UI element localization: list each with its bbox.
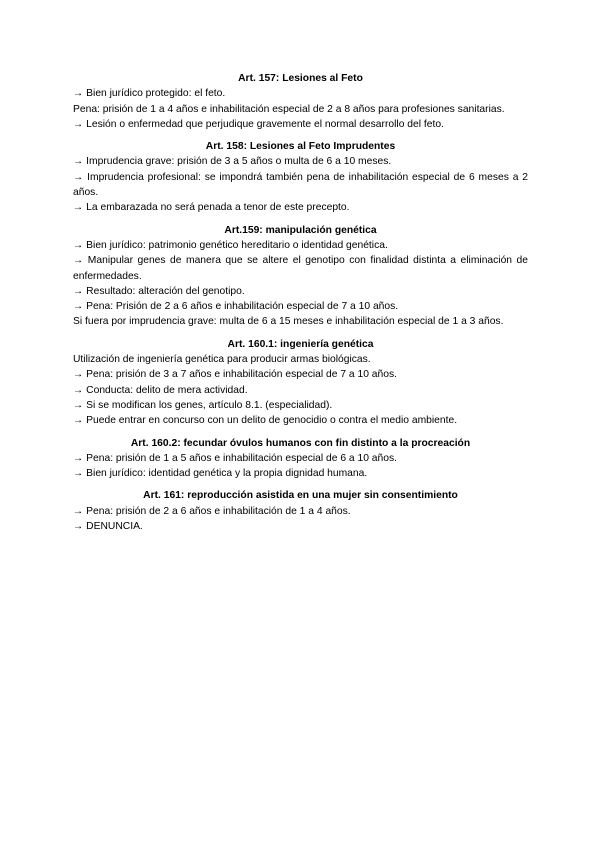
section-heading: Art. 161: reproducción asistida en una mujer sin consentimiento [143,490,458,502]
section-art-157 [73,71,528,132]
section-heading: Art.159: manipulación genética [224,224,377,236]
section-line: → Conducta: delito de mera actividad. [73,384,248,396]
section-heading: Art. 160.2: fecundar óvulos humanos con fin distinto a la procreación [130,437,471,449]
section-line: → Imprudencia grave: prisión de 3 a 5 años o multa de 6 a 10 meses. [73,156,392,168]
section-line: → Manipular genes de manera que se altere el genotipo con finalidad distinta a eliminación de enfermedades. [73,255,528,282]
section-heading: Art. 160.1: ingeniería genética [227,338,374,350]
section-art-159 [73,223,528,330]
section-heading: Art. 157: Lesiones al Feto [238,73,363,84]
section-line: → La embarazada no será penada a tenor de este precepto. [73,202,350,214]
section-heading: Art. 158: Lesiones al Feto Imprudentes [205,141,396,153]
section-line: Utilización de ingeniería genética para producir armas biológicas. [73,354,371,366]
section-line: → Puede entrar en concurso con un delito de genocidio o contra el medio ambiente. [73,415,458,427]
section-line: → Pena: prisión de 3 a 7 años e inhabilitación especial de 7 a 10 años. [73,369,398,381]
section-line: → Pena: Prisión de 2 a 6 años e inhabilitación especial de 7 a 10 años. [73,301,399,313]
document-page [73,71,528,541]
section-line: → Imprudencia profesional: se impondrá también pena de inhabilitación especial de 6 meses a 2 años. [73,171,528,199]
section-line: Pena: prisión de 1 a 4 años e inhabilitación especial de 2 a 8 años para profesiones sanitarias. [73,103,505,115]
section-art-161 [73,488,528,534]
section-line: → DENUNCIA. [73,521,143,533]
section-art-160-1 [73,337,528,429]
section-line: → Si se modifican los genes, artículo 8.1. (especialidad). [73,399,333,411]
section-line: → Pena: prisión de 1 a 5 años e inhabilitación especial de 6 a 10 años. [73,452,398,464]
section-art-158 [73,139,528,215]
section-art-160-2 [73,436,528,482]
section-line: → Resultado: alteración del genotipo. [73,285,245,297]
section-line: Si fuera por imprudencia grave: multa de 6 a 15 meses e inhabilitación especial de 1 a 3 años. [73,316,504,328]
section-line: → Bien jurídico: identidad genética y la propia dignidad humana. [73,468,368,480]
section-line: → Pena: prisión de 2 a 6 años e inhabilitación de 1 a 4 años. [73,505,351,517]
section-line: → Bien jurídico: patrimonio genético hereditario o identidad genética. [73,239,388,251]
section-line: → Lesión o enfermedad que perjudique gravemente el normal desarrollo del feto. [73,118,444,130]
section-line: → Bien jurídico protegido: el feto. [73,88,226,100]
